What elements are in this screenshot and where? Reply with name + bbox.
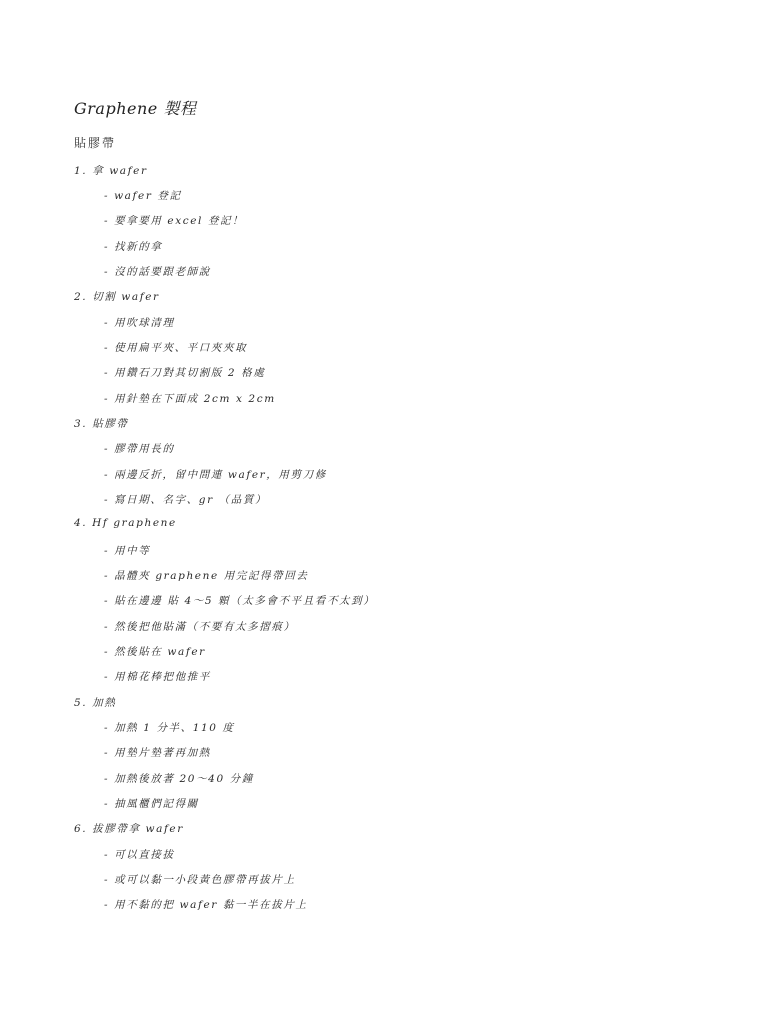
step-5-item: - 用墊片墊著再加熱 [104,747,211,759]
step-3-item: - 膠帶用長的 [104,443,175,455]
step-5-item: - 加熱後放著 20～40 分鐘 [104,773,254,785]
step-3-item: - 寫日期、名字、gr （品質） [104,494,268,506]
step-1-item: - 找新的拿 [104,241,163,253]
step-5-item: - 加熱 1 分半、110 度 [104,722,235,734]
step-heading-2: 2. 切割 wafer [74,291,160,303]
step-1-item: - 沒的話要跟老師說 [104,266,211,278]
page-title: Graphene 製程 [74,99,197,118]
step-5-item: - 抽風櫃們記得關 [104,798,199,810]
step-1-item: - wafer 登記 [104,190,182,202]
step-4-item: - 用中等 [104,545,151,557]
step-4-item: - 然後貼在 wafer [104,646,206,658]
step-6-item: - 或可以黏一小段黃色膠帶再拔片上 [104,874,296,886]
step-heading-3: 3. 貼膠帶 [74,418,129,430]
step-4-item: - 然後把他貼滿（不要有太多摺痕） [104,621,296,633]
step-2-item: - 用吹球清理 [104,317,175,329]
step-4-item: - 用棉花棒把他推平 [104,671,211,683]
step-2-item: - 用針墊在下面成 2cm x 2cm [104,393,276,405]
page-subtitle: 貼膠帶 [74,136,117,150]
step-3-item: - 兩邊反折，留中間連 wafer，用剪刀修 [104,469,327,481]
step-6-item: - 可以直接拔 [104,849,175,861]
step-4-item: - 貼在邊邊 貼 4～5 顆（太多會不平且看不太到） [104,595,376,607]
step-1-item: - 要拿要用 excel 登記！ [104,215,245,227]
step-heading-4: 4. Hf graphene [74,517,177,529]
step-heading-5: 5. 加熱 [74,697,117,709]
step-4-item: - 晶體夾 graphene 用完記得帶回去 [104,570,309,582]
step-2-item: - 使用扁平夾、平口夾夾取 [104,342,248,354]
step-2-item: - 用鑽石刀對其切割版 2 格處 [104,367,266,379]
step-heading-1: 1. 拿 wafer [74,165,148,177]
step-heading-6: 6. 拔膠帶拿 wafer [74,823,184,835]
step-6-item: - 用不黏的把 wafer 黏一半在拔片上 [104,899,308,911]
